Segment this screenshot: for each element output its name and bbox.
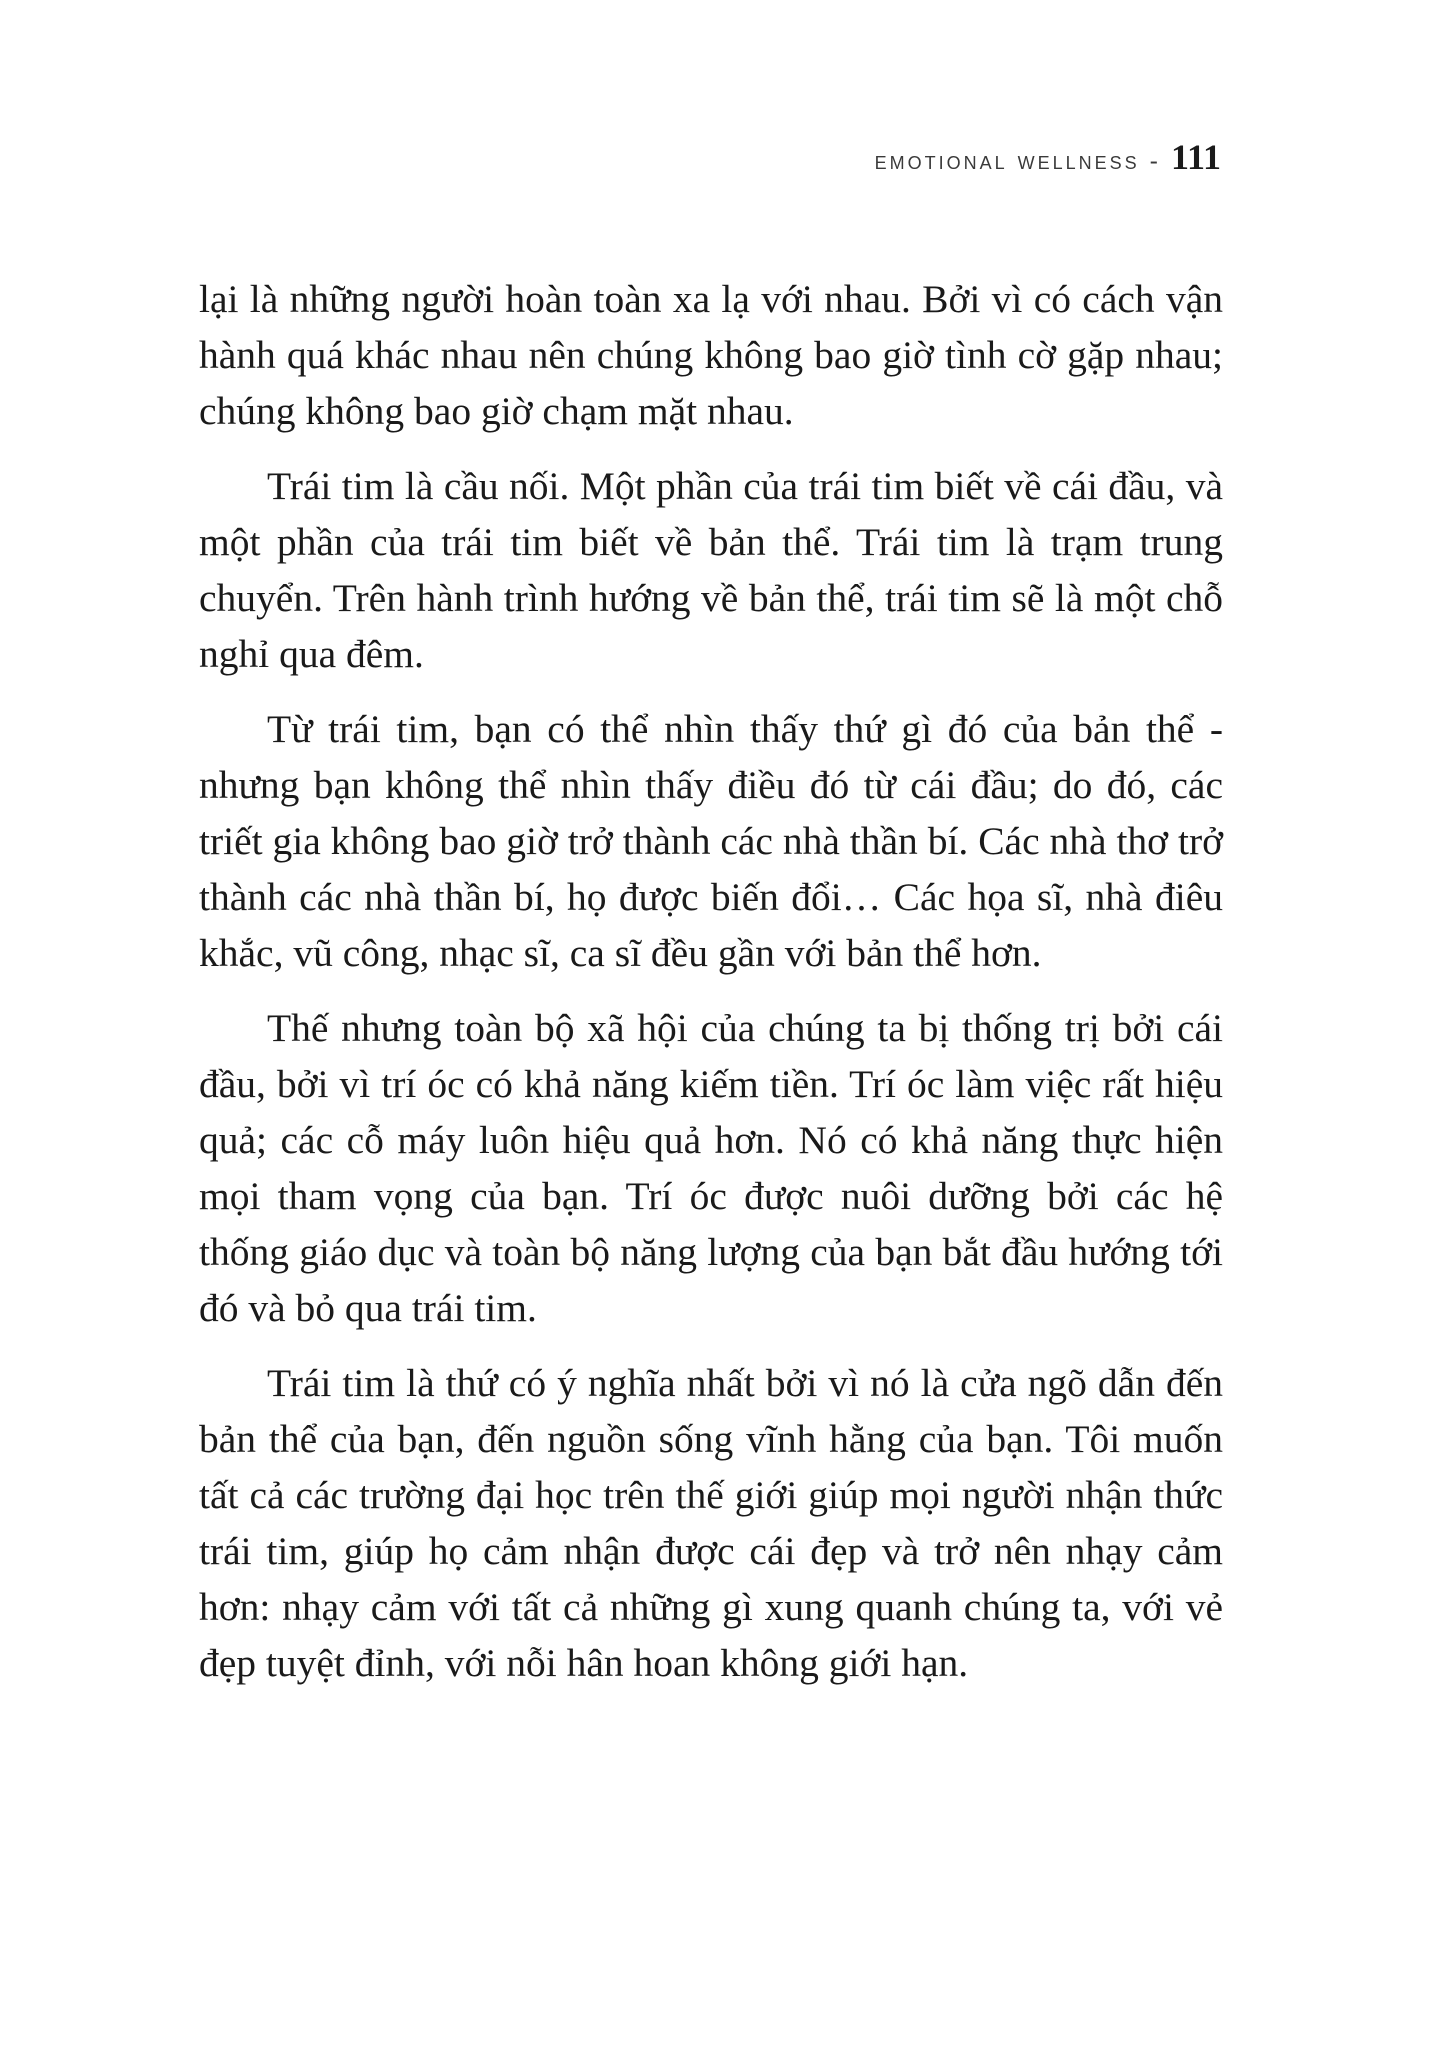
paragraph: Từ trái tim, bạn có thể nhìn thấy thứ gì đó của bản thể - nhưng bạn không thể nhìn thấy điều đó từ cái đầu; do đó, các triết gia không bao giờ trở thành các nhà thần bí. Các nhà thơ trở thành các nhà thần bí, họ được biến đổi… Các họa sĩ, nhà điêu khắc, vũ công, nhạc sĩ, ca sĩ đều gần với bản thể hơn.	[199, 707, 1223, 975]
page-number: 111	[1170, 137, 1221, 177]
running-header	[875, 136, 1221, 178]
paragraph: Trái tim là thứ có ý nghĩa nhất bởi vì nó là cửa ngõ dẫn đến bản thể của bạn, đến nguồn sống vĩnh hằng của bạn. Tôi muốn tất cả các trường đại học trên thế giới giúp mọi người nhận thức trái tim, giúp họ cảm nhận được cái đẹp và trở nên nhạy cảm hơn: nhạy cảm với tất cả những gì xung quanh chúng ta, với vẻ đẹp tuyệt đỉnh, với nỗi hân hoan không giới hạn.	[199, 1361, 1223, 1685]
paragraph: Trái tim là cầu nối. Một phần của trái tim biết về cái đầu, và một phần của trái tim biết về bản thể. Trái tim là trạm trung chuyển. Trên hành trình hướng về bản thể, trái tim sẽ là một chỗ nghỉ qua đêm.	[199, 464, 1223, 676]
body-text	[199, 271, 1223, 1710]
section-title: emotional wellness	[874, 147, 1140, 175]
header-separator: -	[1149, 147, 1161, 175]
paragraph-continuation: lại là những người hoàn toàn xa lạ với nhau. Bởi vì có cách vận hành quá khác nhau nên chúng không bao giờ tình cờ gặp nhau; chúng không bao giờ chạm mặt nhau.	[199, 277, 1223, 433]
paragraph: Thế nhưng toàn bộ xã hội của chúng ta bị thống trị bởi cái đầu, bởi vì trí óc có khả năng kiếm tiền. Trí óc làm việc rất hiệu quả; các cỗ máy luôn hiệu quả hơn. Nó có khả năng thực hiện mọi tham vọng của bạn. Trí óc được nuôi dưỡng bởi các hệ thống giáo dục và toàn bộ năng lượng của bạn bắt đầu hướng tới đó và bỏ qua trái tim.	[199, 1006, 1223, 1330]
